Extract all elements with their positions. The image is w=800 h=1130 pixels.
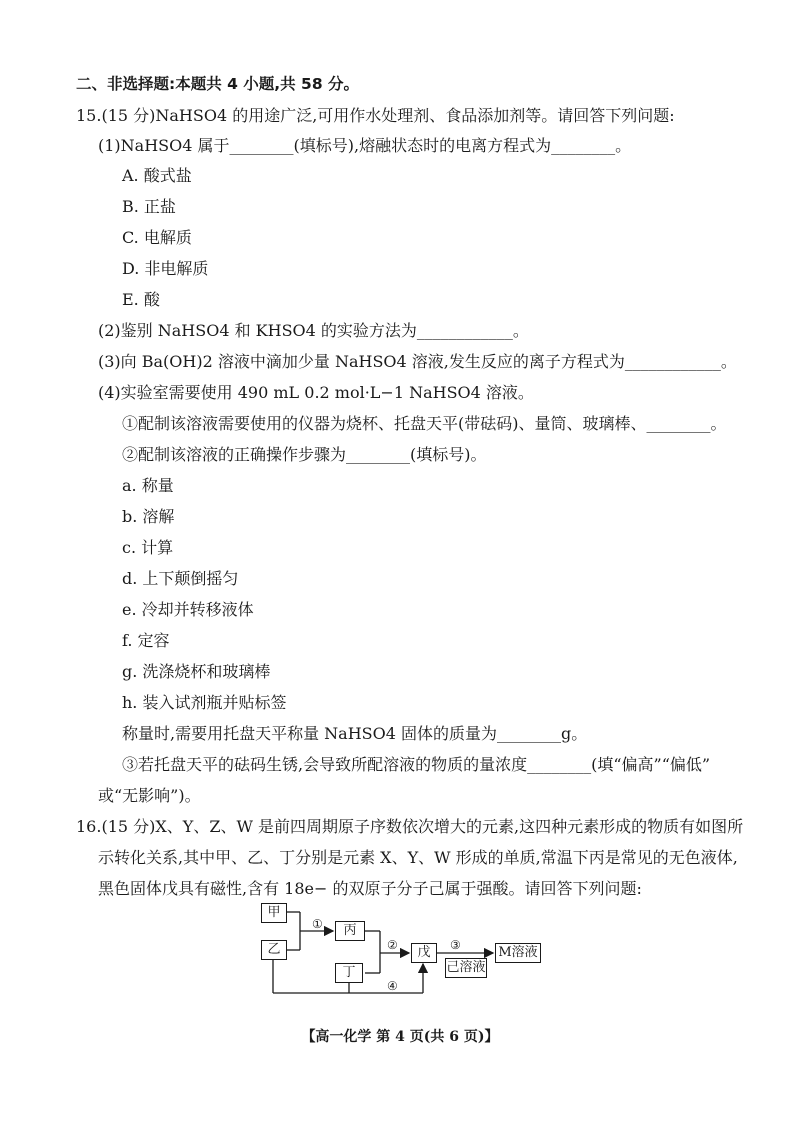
q15-option-c: C. 电解质 [122,228,192,247]
conversion-diagram [255,898,555,1003]
q15-option-d: D. 非电解质 [122,259,209,278]
q15-part4: (4)实验室需要使用 490 mL 0.2 mol·L−1 NaHSO4 溶液。 [98,383,534,402]
q15-option-a: A. 酸式盐 [122,166,192,185]
q15-step-g: g. 洗涤烧杯和玻璃棒 [122,662,271,681]
q15-part2: (2)鉴别 NaHSO4 和 KHSO4 的实验方法为____________。 [98,321,529,340]
node-bing: 丙 [335,921,365,941]
q15-part1: (1)NaHSO4 属于________(填标号),熔融状态时的电离方程式为________。 [98,136,632,155]
page-footer: 【高一化学 第 4 页(共 6 页)】 [301,1029,499,1045]
q16-line2: 示转化关系,其中甲、乙、丁分别是元素 X、Y、W 形成的单质,常温下丙是常见的无色液体, [98,848,738,867]
q15-option-b: B. 正盐 [122,197,176,216]
q16-line3: 黑色固体戊具有磁性,含有 18e− 的双原子分子己属于强酸。请回答下列问题: [98,879,642,898]
node-ding: 丁 [335,963,363,983]
q16-line1: 16.(15 分)X、Y、Z、W 是前四周期原子序数依次增大的元素,这四种元素形成的物质有如图所 [76,817,744,836]
q15-step-a: a. 称量 [122,476,174,495]
q15-option-e: E. 酸 [122,290,160,309]
q15-part4-1: ①配制该溶液需要使用的仪器为烧杯、托盘天平(带砝码)、量筒、玻璃棒、________。 [122,414,727,433]
q15-step-c: c. 计算 [122,538,174,557]
step-2-label: ② [387,938,398,952]
q15-part4-3a: ③若托盘天平的砝码生锈,会导致所配溶液的物质的量浓度________(填“偏高”“偏低” [122,755,711,774]
node-ji: 己溶液 [445,958,487,978]
step-1-label: ① [312,917,323,931]
node-jia: 甲 [261,903,287,923]
node-m: M溶液 [495,943,541,963]
step-4-label: ④ [387,979,398,993]
q15-step-h: h. 装入试剂瓶并贴标签 [122,693,287,712]
node-yi: 乙 [261,940,287,960]
q15-intro: 15.(15 分)NaHSO4 的用途广泛,可用作水处理剂、食品添加剂等。请回答下列问题: [76,106,675,125]
q15-step-f: f. 定容 [122,631,170,650]
section-header: 二、非选择题:本题共 4 小题,共 58 分。 [76,75,360,93]
step-3-label: ③ [450,938,461,952]
q15-part3: (3)向 Ba(OH)2 溶液中滴加少量 NaHSO4 溶液,发生反应的离子方程式为____________。 [98,352,737,371]
q15-step-d: d. 上下颠倒摇匀 [122,569,239,588]
q15-step-e: e. 冷却并转移液体 [122,600,254,619]
q15-weigh: 称量时,需要用托盘天平称量 NaHSO4 固体的质量为________g。 [122,724,588,743]
q15-part4-2: ②配制该溶液的正确操作步骤为________(填标号)。 [122,445,487,464]
q15-step-b: b. 溶解 [122,507,175,526]
node-wu: 戊 [411,943,437,963]
q15-part4-3b: 或“无影响”)。 [98,786,201,805]
